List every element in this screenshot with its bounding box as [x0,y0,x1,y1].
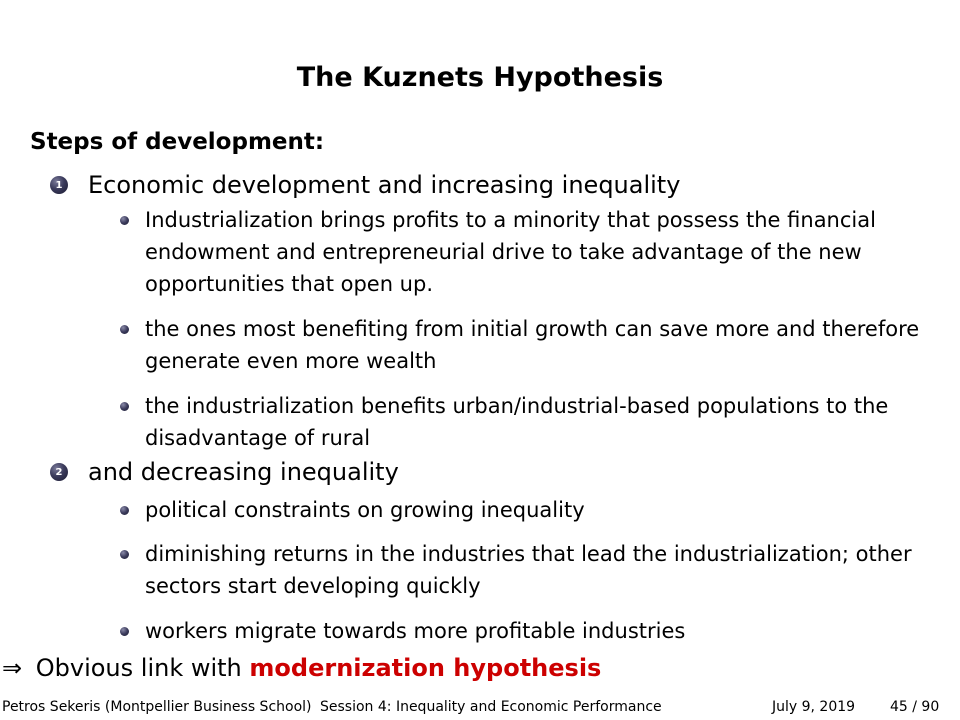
slide-title: The Kuznets Hypothesis [296,62,664,93]
number-badge-1: 1 [50,176,68,194]
section-heading: Steps of development: [30,129,325,155]
bullet-text: political constraints on growing inequality [145,498,585,522]
number-badge-2: 2 [50,463,68,481]
bullet-item [120,390,920,454]
bullet-icon [120,506,129,515]
implies-arrow-icon: ⇒ [2,654,23,682]
bullet-text: the industrialization benefits urban/industrial-based populations to the disadvantage of rural [145,394,889,450]
bullet-icon [120,402,129,411]
footer-session: Session 4: Inequality and Economic Performance [320,699,662,715]
bullet-text: Industrialization brings profits to a minority that possess the financial endowment and entrepreneurial drive to take advantage of the new opportunities that open up. [145,208,876,296]
numbered-item-2 [50,458,399,486]
bullet-icon [120,325,129,334]
conclusion-highlight: modernization hypothesis [249,654,602,682]
footer-date: July 9, 2019 [772,699,856,715]
bullet-icon [120,550,129,559]
conclusion-text: Obvious link with [35,654,242,682]
conclusion-line [2,654,601,682]
bullet-item [120,313,920,377]
numbered-item-label: and decreasing inequality [88,458,399,486]
bullet-icon [120,627,129,636]
numbered-item-1 [50,171,680,199]
footer-author: Petros Sekeris (Montpellier Business School) [2,699,312,715]
bullet-item [120,615,920,647]
footer-page-number: 45 / 90 [890,699,940,715]
bullet-item [120,494,920,526]
bullet-item [120,538,920,602]
slide-footer [0,699,960,719]
bullet-text: the ones most benefiting from initial growth can save more and therefore generate even more wealth [145,317,920,373]
numbered-item-label: Economic development and increasing inequality [88,171,681,199]
bullet-item [120,204,920,300]
bullet-icon [120,216,129,225]
bullet-text: workers migrate towards more profitable industries [145,619,686,643]
bullet-text: diminishing returns in the industries that lead the industrialization; other sectors start developing quickly [145,542,912,598]
